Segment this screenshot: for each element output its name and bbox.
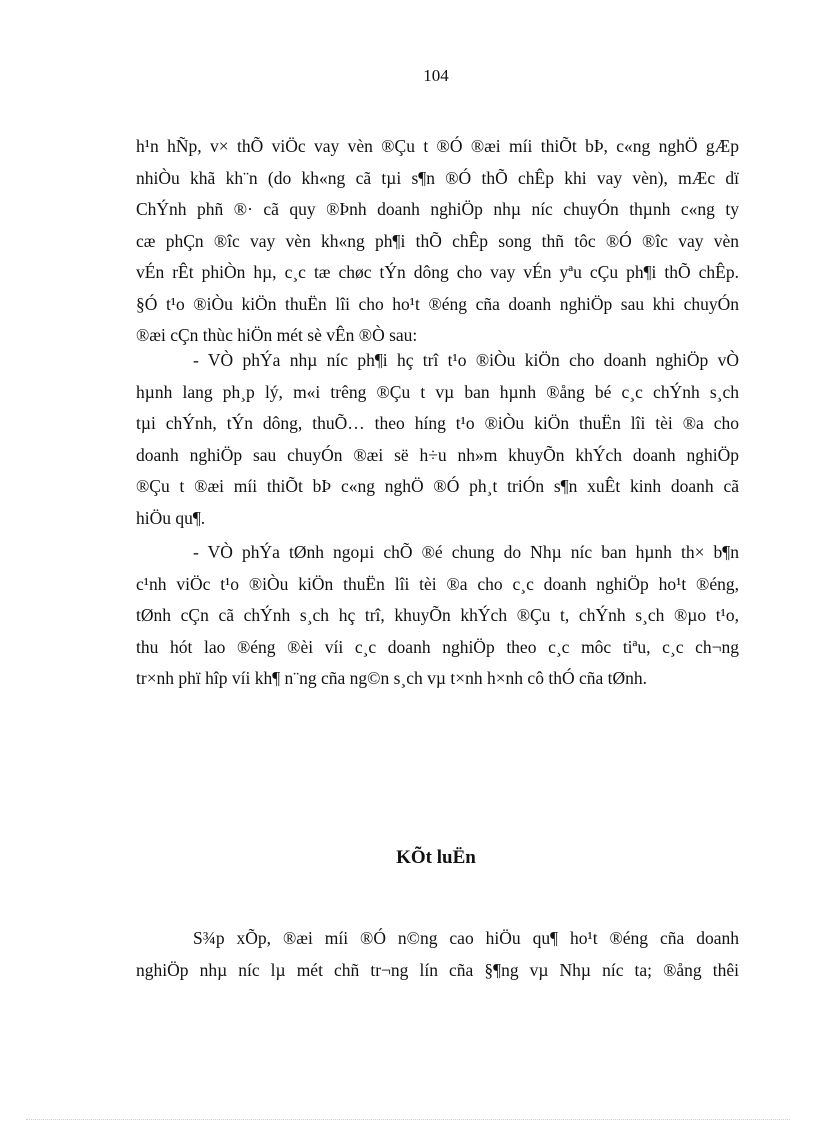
page-number: 104 — [423, 66, 449, 85]
text-line: §Ó t¹o ®iÒu kiÖn thuËn lîi cho ho¹t ®éng cña doanh nghiÖp sau khi chuyÓn — [136, 293, 739, 314]
text-line: tØnh cÇn cã chÝnh s¸ch hç trî, khuyÕn khÝch ®Çu t, chÝnh s¸ch ®µo t¹o, — [136, 605, 739, 625]
text-line: tµi chÝnh, tÝn dông, thuÕ… theo híng t¹o ®iÒu kiÖn thuËn lîi tèi ®a cho — [136, 413, 739, 433]
text-line: nhiÒu khã kh¨n (do kh«ng cã tµi s¶n ®Ó thÕ chÊp khi vay vèn), mÆc dï — [136, 167, 739, 188]
text-line: hµnh lang ph¸p lý, m«i trêng ®Çu t vµ ban hµnh ®ång bé c¸c chÝnh s¸ch — [136, 381, 739, 402]
text-line: nghiÖp nhµ níc lµ mét chñ tr¬ng lín cña §¶ng vµ Nhµ níc ta; ®ång thêi — [136, 959, 739, 980]
section-heading: KÕt luËn — [396, 847, 476, 868]
paragraph-2 — [136, 345, 739, 534]
text-line: doanh nghiÖp sau chuyÓn ®æi së h÷u nh»m khuyÕn khÝch doanh nghiÖp — [136, 444, 739, 465]
text-line: ChÝnh phñ ®· cã quy ®Þnh doanh nghiÖp nhµ níc chuyÓn thµnh c«ng ty — [136, 199, 739, 219]
text-line: hiÖu qu¶. — [136, 507, 206, 528]
paragraph-4 — [136, 923, 739, 986]
text-line: ®æi cÇn thùc hiÖn mét sè vÊn ®Ò sau: — [136, 325, 418, 345]
text-line: ®Çu t ®æi míi thiÕt bÞ c«ng nghÖ ®Ó ph¸t triÓn s¶n xuÊt kinh doanh cã — [136, 476, 739, 496]
text-line: tr×nh phï hîp víi kh¶ n¨ng cña ng©n s¸ch vµ t×nh h×nh cô thÓ cña tØnh. — [136, 668, 647, 688]
text-line: - VÒ phÝa tØnh ngoµi chÕ ®é chung do Nhµ níc ban hµnh th× b¶n — [193, 542, 739, 562]
paragraph-3 — [136, 537, 739, 695]
page-bottom-rule — [26, 1119, 790, 1120]
text-line: thu hót lao ®éng ®èi víi c¸c doanh nghiÖp theo c¸c môc tiªu, c¸c ch¬ng — [136, 636, 739, 657]
text-line: - VÒ phÝa nhµ níc ph¶i hç trî t¹o ®iÒu kiÖn cho doanh nghiÖp vÒ — [193, 350, 739, 370]
text-line: S¾p xÕp, ®æi míi ®Ó n©ng cao hiÖu qu¶ ho¹t ®éng cña doanh — [193, 928, 739, 948]
text-line: vÉn rÊt phiÒn hµ, c¸c tæ chøc tÝn dông cho vay vÉn yªu cÇu ph¶i thÕ chÊp. — [136, 262, 739, 282]
text-line: cæ phÇn ®îc vay vèn kh«ng ph¶i thÕ chÊp song thñ tôc ®Ó ®îc vay vèn — [136, 230, 739, 251]
text-line: c¹nh viÖc t¹o ®iÒu kiÖn thuËn lîi tèi ®a cho c¸c doanh nghiÖp ho¹t ®éng, — [136, 573, 739, 594]
text-line: h¹n hÑp, v× thÕ viÖc vay vèn ®Çu t ®Ó ®æi míi thiÕt bÞ, c«ng nghÖ gÆp — [136, 136, 739, 156]
paragraph-1 — [136, 131, 739, 352]
